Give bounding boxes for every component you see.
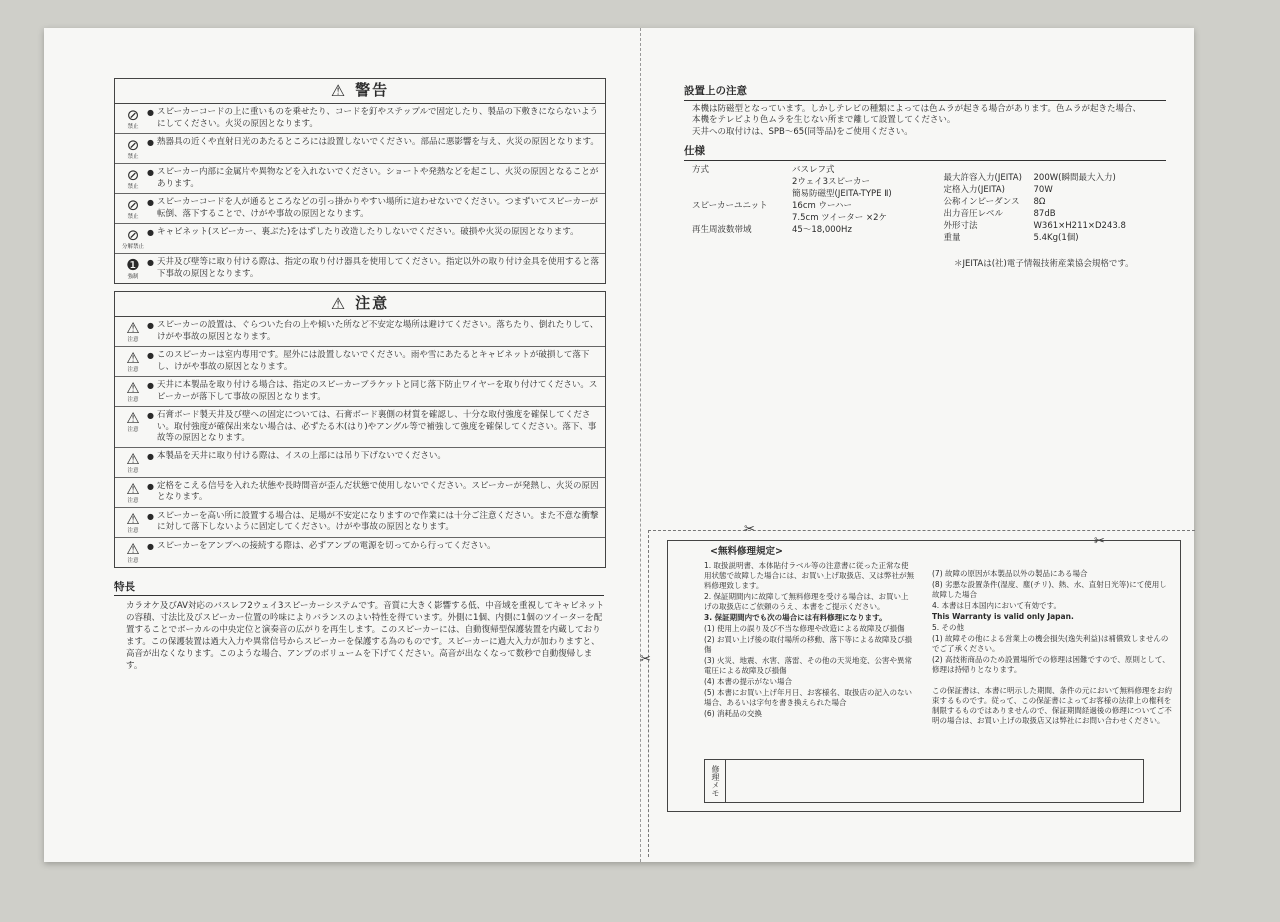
installation-line-3: 天井への取付けは、SPB～65(同等品)をご使用ください。 [692,126,913,137]
warning-item-text: 天井及び壁等に取り付ける際は、指定の取り付け器具を使用してください。指定以外の取り付け金具を使用すると落下事故の原因となります。 [157,257,600,279]
spec-row [944,233,1166,245]
caution-item-icon [119,511,147,535]
spec-row [944,197,1166,209]
repair-memo-field [726,760,1143,802]
warning-item-icon [119,137,147,161]
spec-key: 出力音圧レベル [943,208,1004,219]
caution-item [115,448,605,478]
caution-item-text: このスピーカーは室内専用です。屋外には設置しないでください。雨や雪にあたるとキャビネットが破損して落下し、けがや事故の原因となります。 [157,350,590,372]
spec-key: 再生周波数帯域 [692,224,752,235]
spec-value: バスレフ式 [792,164,835,175]
spec-row [692,201,944,213]
caution-item [115,407,605,448]
caution-icon-label: 注意 [127,337,139,343]
spec-key [692,213,792,225]
warning-header [115,79,605,104]
warranty-clause: 3. 保証期間内でも次の場合には有料修理になります。 [704,613,887,622]
spec-row [692,213,944,225]
spec-row [692,177,944,189]
warranty-title: <無料修理規定> [710,546,783,557]
warranty-clause: This Warranty is valid only Japan. [932,612,1074,621]
caution-icon-label: 注意 [127,467,139,474]
spec-key [692,177,792,189]
caution-item-text: 定格をこえる信号を入れた状態や長時間音が歪んだ状態で使用しないでください。スピーカーが発熱し、火災の原因となります。 [157,480,599,502]
right-page [684,86,1166,270]
caution-item-icon [119,350,147,374]
warning-item [115,194,605,224]
spec-key [692,189,792,201]
caution-item-icon [119,541,147,565]
caution-item-text: 石膏ボード製天井及び壁への固定については、石膏ボード裏側の材質を確認し、十分な取付強度を確保してください。取付強度が確保出来ない場合は、必ずたる木(はり)やアングル等で補強して強度を確保してください。落下、事故等の原因となります。 [157,410,597,443]
caution-item [115,317,605,347]
spec-key: 方式 [692,164,710,175]
warning-item-text: スピーカーコードを人が通るところなどの引っ掛かりやすい場所に這わせないでください。つまずいてスピーカーが転倒、落下することで、けがや事故の原因となります。 [157,197,598,219]
bullet: ● [147,451,154,461]
caution-item-text: スピーカーの設置は、ぐらついた台の上や傾いた所など不安定な場所は避けてください。落ちたり、倒れたりして、けがや事故の原因となります。 [157,320,599,342]
bullet: ● [147,198,154,207]
caution-triangle-icon: ⚠ [126,349,140,367]
spec-value: 16cm ウーハー [792,200,853,211]
caution-box [114,291,606,568]
warning-box [114,78,606,284]
bullet: ● [147,541,154,551]
scissors-icon: ✂ [640,652,651,667]
repair-memo-label: 修理メモ [705,760,726,802]
instruction-sheet [44,28,1194,862]
caution-icon-label: 注意 [127,397,139,403]
specs-left-column [692,165,944,245]
warning-title: 警告 [355,81,390,100]
installation-title: 設置上の注意 [684,86,1166,101]
warranty-clause: (2) 高技術商品のため設置場所での修理は困難ですので、原則として、修理は持帰りとなります。 [932,655,1170,674]
specs-note: ＊JEITAは(社)電子情報技術産業協会規格です。 [954,258,1134,269]
caution-item-icon [119,410,147,434]
spec-key: 定格入力(JEITA) [943,184,1005,195]
caution-icon-label: 注意 [127,427,139,433]
warning-item [115,224,605,254]
warning-icon-label: 強制 [127,274,139,280]
repair-memo-box [704,759,1144,803]
spec-value: 8Ω [1033,196,1046,207]
spec-row [944,209,1166,221]
bullet: ● [147,138,154,147]
warranty-clause: (7) 故障の原因が本製品以外の製品にある場合 [932,569,1088,578]
warning-item-text: スピーカー内部に金属片や異物などを入れないでください。ショートや発熱などを起こし、火災の原因となることがあります。 [157,167,599,189]
caution-item-text: スピーカーを高い所に設置する場合は、足場が不安定になりますので作業には十分ご注意ください。また不意な衝撃に対して落下しないように固定してください。けがや事故の原因となります。 [157,510,599,532]
caution-item-icon [119,481,147,505]
scissors-icon: ✂ [744,522,755,537]
warranty-clause: 4. 本書は日本国内において有効です。 [932,601,1061,610]
caution-triangle-icon: ⚠ [126,379,140,397]
warning-icon-label: 禁止 [127,154,139,160]
bullet: ● [147,108,154,117]
spec-value: W361×H211×D243.8 [1033,220,1126,231]
caution-item [115,347,605,377]
warning-icon-label: 分解禁止 [121,244,144,250]
spec-key: 公称インピーダンス [943,196,1020,207]
bullet: ● [147,381,154,390]
spec-key: スピーカーユニット [692,200,768,211]
warranty-clause: (6) 消耗品の交換 [704,709,763,718]
warranty-clause: (3) 火災、地震、水害、落雷、その他の天災地変、公害や異常電圧による故障及び損傷 [704,656,913,675]
installation-line-2: 本機をテレビより色ムラを生じない所まで離して設置してください。 [692,115,956,125]
warning-icon-label: 禁止 [127,214,139,220]
warning-item [115,134,605,164]
warranty-clause: (2) お買い上げ後の取付場所の移動、落下等による故障及び損傷 [704,635,913,654]
spec-value: 5.4Kg(1個) [1033,232,1079,243]
spec-value: 2ウェイ3スピーカー [792,176,870,187]
warranty-column-1 [704,561,914,720]
warning-item-text: スピーカーコードの上に重いものを乗せたり、コードを釘やステップルで固定したり、製品の下敷きにならないようにしてください。火災の原因となります。 [157,107,598,129]
warning-item-icon [119,107,147,131]
spec-row [944,185,1166,197]
caution-item-text: 天井に本製品を取り付ける場合は、指定のスピーカーブラケットと同じ落下防止ワイヤーを取り付けてください。スピーカーが落下して事故の原因となります。 [157,380,598,402]
mandatory-icon: ❶ [126,256,140,274]
bullet: ● [147,511,154,521]
caution-title: 注意 [355,294,390,313]
spec-key: 外形寸法 [943,220,978,231]
caution-item-text: スピーカーをアンプへの接続する際は、必ずアンプの電源を切ってから行ってください。 [157,540,496,551]
warranty-clause: (8) 劣悪な設置条件(湿度、塵(チリ)、熱、水、直射日光等)にて使用し故障した場合 [932,580,1167,599]
scissors-icon: ✂ [1094,534,1105,549]
spec-value: 45～18,000Hz [792,224,852,235]
spec-row [692,189,944,201]
spec-value: 87dB [1033,208,1056,219]
bullet: ● [147,351,154,360]
bullet: ● [147,481,154,491]
caution-item-text: 本製品を天井に取り付ける際は、イスの上部には吊り下げないでください。 [157,450,446,461]
warning-icon-label: 禁止 [127,184,139,190]
spec-row [692,225,944,237]
warning-item-icon [119,257,147,281]
warning-item-icon [119,167,147,191]
warranty-clause [932,676,1172,686]
spec-key: 重量 [943,232,961,243]
prohibited-icon: ⊘ [126,166,140,184]
spec-row [944,221,1166,233]
spec-value: 簡易防磁型(JEITA-TYPE Ⅱ) [792,188,892,199]
specs-title: 仕様 [684,146,1166,161]
installation-line-1: 本機は防磁型となっています。しかしテレビの種類によっては色ムラが起きる場合があります。色ムラが起きた場合、 [692,103,1141,114]
caution-triangle-icon: ⚠ [126,409,140,427]
caution-triangle-icon: ⚠ [330,294,348,314]
warranty-column-2 [932,569,1172,727]
spec-value: 200W(瞬間最大入力) [1033,172,1116,183]
warranty-clause: (5) 本書にお買い上げ年月日、お客様名、取扱店の記入のない場合、あるいは字句を書き換えられた場合 [704,688,913,707]
spec-key: 最大許容入力(JEITA) [943,172,1022,183]
specs-right-column [944,173,1166,245]
warranty-clause: (1) 故障その他による営業上の機会損失(逸失利益)は補償致しませんのでご了承ください。 [932,634,1169,653]
caution-icon-label: 注意 [127,557,139,564]
caution-triangle-icon: ⚠ [126,539,140,558]
caution-icon-label: 注意 [127,497,139,504]
warning-item-icon [119,197,147,221]
warning-item [115,104,605,134]
caution-item [115,377,605,407]
left-page [114,78,606,672]
caution-triangle-icon: ⚠ [126,479,140,498]
caution-triangle-icon: ⚠ [126,449,140,468]
caution-item [115,478,605,508]
caution-header [115,292,605,317]
prohibited-icon: ⊘ [126,106,140,124]
warning-item [115,164,605,194]
warranty-clause: 1. 取扱説明書、本体貼付ラベル等の注意書に従った正常な使用状態で故障した場合には、お買い上げ取扱店、又は弊社が無料修理致します。 [704,561,914,590]
warranty-clause: (1) 使用上の誤り及び不当な修理や改造による故障及び損傷 [704,624,905,633]
warranty-clause: 5. その他 [932,623,965,632]
warning-icon-label: 禁止 [127,124,139,130]
prohibited-icon: ⊘ [126,136,140,154]
warning-item-text: キャビネット(スピーカー、裏ぶた)をはずしたり改造したりしないでください。破損や火災の原因となります。 [157,227,579,237]
spec-value: 70W [1033,184,1053,195]
no-disassembly-icon: ⊘ [126,226,140,244]
spec-value: 7.5cm ツイーター ×2ケ [792,212,887,223]
warning-item-icon [119,227,147,251]
fold-line [640,28,642,862]
bullet: ● [147,168,154,177]
warranty-clause: 2. 保証期間内に故障して無料修理を受ける場合は、お買い上げの取扱店にご依頼のうえ、本書をご提示ください。 [704,592,909,611]
warning-item-text: 熱器具の近くや直射日光のあたるところには設置しないでください。部品に悪影響を与え、火災の原因となります。 [157,137,599,147]
caution-icon-label: 注意 [127,527,139,534]
caution-item-icon [119,380,147,404]
caution-item [115,538,605,567]
warning-item [115,254,605,283]
prohibited-icon: ⊘ [126,196,140,214]
bullet: ● [147,258,154,267]
caution-triangle-icon: ⚠ [126,509,140,528]
caution-triangle-icon: ⚠ [126,319,140,337]
caution-item-icon [119,451,147,475]
caution-item [115,508,605,538]
features-title: 特長 [114,582,604,597]
bullet: ● [147,228,154,237]
features-text: カラオケ及びAV対応のバスレフ2ウェイ3スピーカーシステムです。音質に大きく影響する低、中音域を重視してキャビネットの容積、寸法比及びスピーカー位置の吟味によりバランスのよい特性を得ています。外側に1個、内側に1個のツイーターを配置することでボーカルの中央定位と演奏音の広がりを再生します。このスピーカーには、自動復帰型保護装置を内蔵しております。この保護装置は過大入力や異常信号からスピーカーを保護する為のものです。スピーカーに過大入力が加わりますと、高音が出なくなります。このような場合、アンプのボリュームを下げてください。高音が出なくなって数秒で自動復帰します。 [126,601,605,671]
spec-row [692,165,944,177]
warning-triangle-icon: ⚠ [330,81,348,101]
warranty-box [667,540,1181,812]
warranty-clause: (4) 本書の提示がない場合 [704,677,793,686]
bullet: ● [147,411,154,420]
warranty-clause: この保証書は、本書に明示した期間、条件の元において無料修理をお約束するものです。従って、この保証書によってお客様の法律上の権利を制限するものではありませんので、保証期間経過後の修理についてご不明の場合は、お買い上げの取扱店又は弊社にお問い合わせください。 [932,686,1172,725]
caution-icon-label: 注意 [127,367,139,373]
bullet: ● [147,321,154,330]
specs-table [684,165,1166,245]
spec-row [944,173,1166,185]
caution-item-icon [119,320,147,344]
